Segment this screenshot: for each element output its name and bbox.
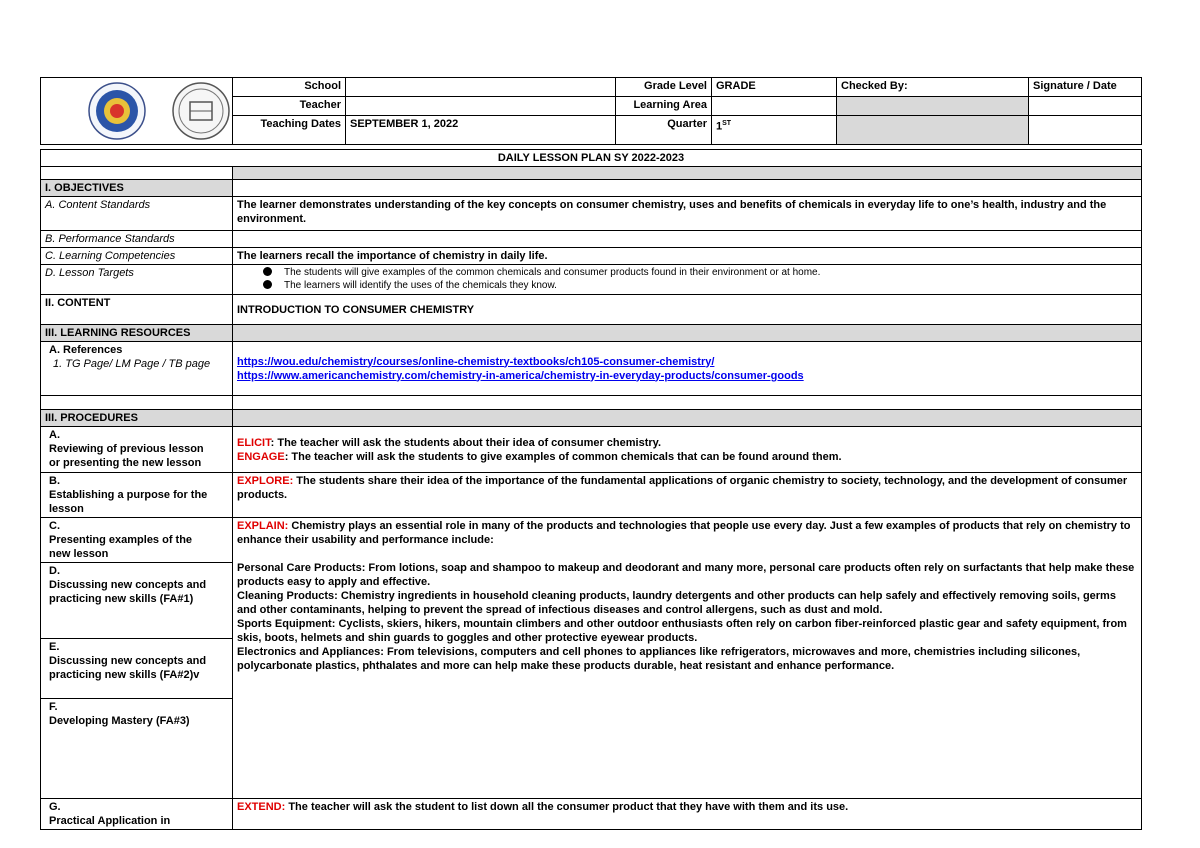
checked-by-value[interactable] (837, 96, 1029, 115)
reference-link-americanchemistry[interactable]: https://www.americanchemistry.com/chemistry-in-america/chemistry-in-everyday-products/consumer-goods (237, 369, 804, 382)
procedure-letter: G. (49, 801, 61, 813)
procedure-letter: F. (49, 701, 58, 713)
content-standards-label: A. Content Standards (41, 197, 233, 231)
procedure-d-label (41, 563, 233, 639)
content-standards-text: The learner demonstrates understanding of the key concepts on consumer chemistry, uses and benefits of chemicals in everyday life to one’s health, industry and the environment. (233, 197, 1142, 231)
lesson-target-item (237, 279, 1137, 292)
procedure-e-label (41, 639, 233, 699)
learning-competencies-label: C. Learning Competencies (41, 248, 233, 265)
lesson-targets-label: D. Lesson Targets (41, 265, 233, 295)
lesson-targets-list (233, 265, 1142, 295)
procedure-text: Discussing new concepts and practicing new skills (FA#2)v (49, 655, 207, 681)
elicit-tag: ELICIT (237, 436, 271, 449)
objectives-heading-fill (233, 180, 1142, 197)
references-links (233, 342, 1142, 396)
procedure-f-label (41, 699, 233, 799)
blank-right (233, 167, 1142, 180)
procedure-b-content (233, 473, 1142, 518)
teaching-dates-value[interactable]: SEPTEMBER 1, 2022 (346, 115, 616, 144)
quarter-label: Quarter (616, 115, 712, 144)
performance-standards-text (233, 231, 1142, 248)
explain-tag: EXPLAIN: (237, 520, 289, 532)
extend-text: The teacher will ask the student to list down all the consumer product that they have with them and its use. (285, 801, 849, 813)
tg-page-label: 1. TG Page/ LM Page / TB page (53, 358, 211, 370)
lesson-target-text: The learners will identify the uses of the chemicals they know. (284, 280, 557, 291)
learning-area-label: Learning Area (616, 96, 712, 115)
signature-label: Signature / Date (1029, 78, 1142, 97)
procedure-c-label (41, 518, 233, 563)
lesson-target-item (237, 266, 1137, 279)
procedure-a-label (41, 427, 233, 473)
learning-area-value[interactable] (712, 96, 837, 115)
explain-cleaning: Cleaning Products: Chemistry ingredients in household cleaning products, laundry detergents and other products can help safely and effectively removing soils, germs and other contaminants, helping to prevent the spread of infectious diseases and control allergens, such as dust and mold. (237, 590, 1116, 616)
references-label: A. References (49, 344, 123, 356)
explore-text: The students share their idea of the importance of the fundamental applications of organic chemistry to society, technology, and the development of consumer products. (237, 475, 1128, 501)
resources-heading-fill (233, 325, 1142, 342)
lesson-target-text: The students will give examples of the common chemicals and consumer products found in their environment or at home. (284, 267, 821, 278)
signature-value-2[interactable] (1029, 115, 1142, 144)
school-value[interactable] (346, 78, 616, 97)
signature-value[interactable] (1029, 96, 1142, 115)
procedure-letter: D. (49, 565, 60, 577)
logo-cell (41, 78, 233, 145)
teaching-dates-label: Teaching Dates (233, 115, 346, 144)
blank-left (41, 167, 233, 180)
references-cell (41, 342, 233, 396)
learning-competencies-text: The learners recall the importance of chemistry in daily life. (233, 248, 1142, 265)
blank-left-2 (41, 396, 233, 410)
bullet-icon (263, 280, 272, 289)
elicit-text: : The teacher will ask the students about their idea of consumer chemistry. (270, 436, 662, 449)
procedure-b-label (41, 473, 233, 518)
reference-link-wou[interactable]: https://wou.edu/chemistry/courses/online-chemistry-textbooks/ch105-consumer-chemistry/ (237, 355, 715, 368)
quarter-suffix: ST (722, 119, 732, 127)
explain-electronics: Electronics and Appliances: From televisions, computers and cell phones to appliances like refrigerators, microwaves and more, chemistries including silicones, polycarbonate plastics, phthalates and more can help make these products durable, heat resistant and enhance performance. (237, 646, 1081, 672)
objectives-heading: I. OBJECTIVES (41, 180, 233, 197)
grade-level-value[interactable]: GRADE (712, 78, 837, 97)
procedures-heading: III. PROCEDURES (41, 410, 233, 427)
procedure-g-label (41, 799, 233, 830)
procedures-heading-fill (233, 410, 1142, 427)
bullet-icon (263, 267, 272, 276)
lesson-plan-table (40, 77, 1142, 830)
grade-level-label: Grade Level (616, 78, 712, 97)
explain-personal-care: Personal Care Products: From lotions, soap and shampoo to makeup and deodorant and many more, personal care products often rely on surfactants that help make these products easy to apply and effective. (237, 562, 1135, 588)
extend-tag: EXTEND: (237, 801, 286, 813)
procedure-text: Reviewing of previous lesson or presenting the new lesson (49, 443, 204, 469)
plan-title: DAILY LESSON PLAN SY 2022-2023 (41, 150, 1142, 167)
procedure-letter: C. (49, 520, 60, 532)
procedure-text: Discussing new concepts and practicing new skills (FA#1) (49, 579, 207, 605)
engage-tag: ENGAGE (237, 450, 285, 463)
explain-content (233, 518, 1142, 799)
quarter-number: 1 (716, 120, 723, 133)
procedure-letter: A. (49, 429, 60, 441)
content-heading: II. CONTENT (41, 295, 233, 325)
deped-seal-icon (45, 79, 235, 143)
lesson-plan-document (40, 77, 1141, 830)
engage-text: : The teacher will ask the students to give examples of common chemicals that can be found around them. (284, 450, 842, 463)
performance-standards-label: B. Performance Standards (41, 231, 233, 248)
school-label: School (233, 78, 346, 97)
resources-heading: III. LEARNING RESOURCES (41, 325, 233, 342)
teacher-value[interactable] (346, 96, 616, 115)
content-text: INTRODUCTION TO CONSUMER CHEMISTRY (233, 295, 1142, 325)
checked-by-label: Checked By: (837, 78, 1029, 97)
quarter-value[interactable] (712, 115, 837, 144)
procedure-text: Developing Mastery (FA#3) (49, 715, 190, 727)
blank-right-2 (233, 396, 1142, 410)
checked-by-value-2[interactable] (837, 115, 1029, 144)
procedure-text: Establishing a purpose for the lesson (49, 489, 208, 515)
procedure-letter: E. (49, 641, 60, 653)
procedure-letter: B. (49, 475, 60, 487)
explore-tag: EXPLORE: (237, 475, 294, 487)
procedure-text: Practical Application in (49, 815, 171, 827)
procedure-text: Presenting examples of the new lesson (49, 534, 193, 560)
explain-intro: Chemistry plays an essential role in many of the products and technologies that people use every day. Just a few examples of products that rely on chemistry to enhance their usability and performance include: (237, 520, 1131, 546)
explain-sports: Sports Equipment: Cyclists, skiers, hikers, mountain climbers and other outdoor enthusiasts often rely on carbon fiber-reinforced plastic gear and safety equipment, from skis, boots, helmets and shin guards to goggles and other protective eyewear products. (237, 618, 1127, 644)
teacher-label: Teacher (233, 96, 346, 115)
procedure-a-content (233, 427, 1142, 473)
procedure-g-content (233, 799, 1142, 830)
